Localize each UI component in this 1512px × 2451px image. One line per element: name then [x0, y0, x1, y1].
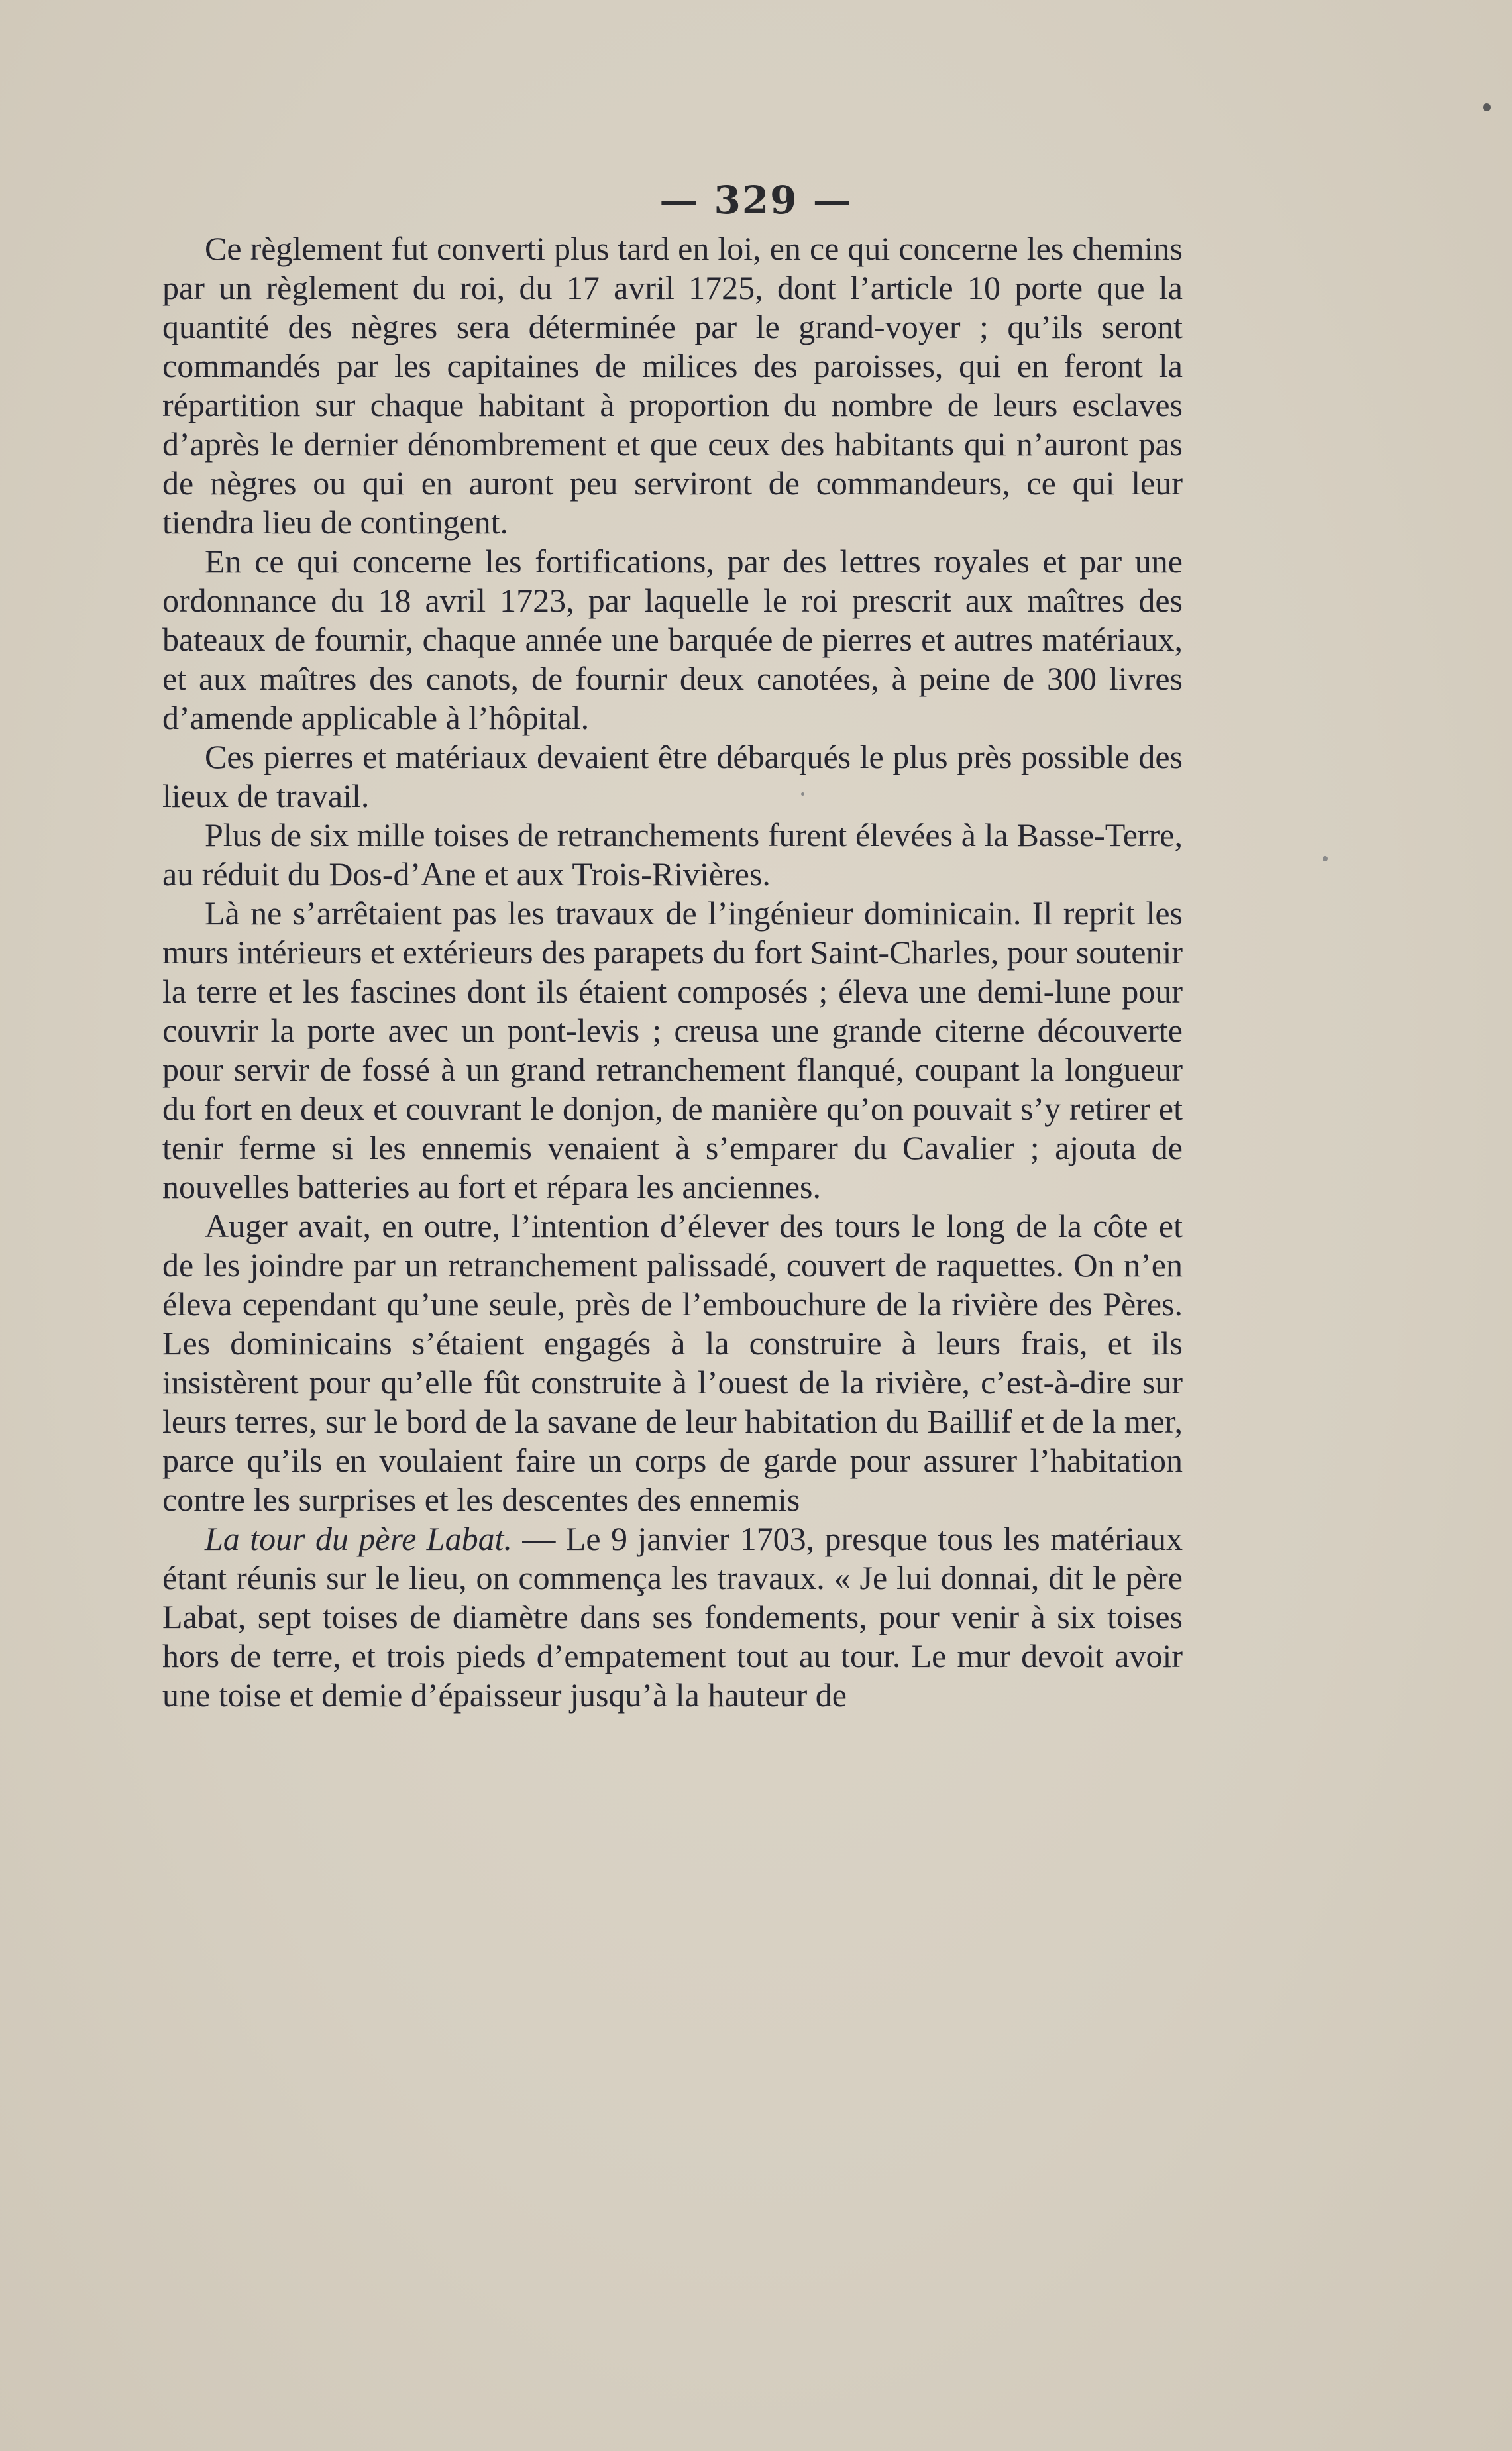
paragraph-reglement-chemins: Ce règlement fut converti plus tard en loi, en ce qui concerne les chemins par un règlement du roi, du 17 avril 1725, dont l’article 10 porte que la quantité des nègres sera déterminée par le grand-voyer ; qu’ils seront commandés par les capitaines de milices des paroisses, qui en feront la répartition sur chaque habitant à proportion du nombre de leurs esclaves d’après le dernier dénombrement et que ceux des habitants qui n’auront pas de nègres ou qui en auront peu serviront de commandeurs, ce qui leur tiendra lieu de contingent. — [162, 230, 1183, 541]
ink-speck — [801, 792, 804, 796]
paragraph-pierres-materiaux: Ces pierres et matériaux devaient être débarqués le plus près possible des lieux de travail. — [162, 738, 1183, 814]
paragraph-auger-tours: Auger avait, en outre, l’intention d’élever des tours le long de la côte et de les joindre par un retranchement palissadé, couvert de raquettes. On n’en éleva cependant qu’une seule, près de l’embouchure de la rivière des Pères. Les dominicains s’étaient engagés à la construire à leurs frais, et ils insistèrent pour qu’elle fût construite à l’ouest de la rivière, c’est-à-dire sur leurs terres, sur le bord de la savane de leur habitation du Baillif et de la mer, parce qu’ils en voulaient faire un corps de garde pour assurer l’habitation contre les surprises et les descentes des ennemis — [162, 1207, 1183, 1518]
body-text — [162, 229, 1183, 1715]
ink-speck — [1323, 856, 1328, 861]
paragraph-tour-pere-labat — [162, 1519, 1183, 1715]
page-number: — 329 — — [659, 178, 853, 223]
ink-speck — [1483, 103, 1491, 111]
paragraph-travaux-ingenieur: Là ne s’arrêtaient pas les travaux de l’ingénieur dominicain. Il reprit les murs intérieurs et extérieurs des parapets du fort Saint-Charles, pour soutenir la terre et les fascines dont ils étaient composés ; éleva une demi-lune pour couvrir la porte avec un pont-levis ; creusa une grande citerne découverte pour servir de fossé à un grand retranchement flanqué, coupant la longueur du fort en deux et couvrant le donjon, de manière qu’on pouvait s’y retirer et tenir ferme si les ennemis venaient à s’emparer du Cavalier ; ajouta de nouvelles batteries au fort et répara les anciennes. — [162, 895, 1183, 1205]
paragraph-retranchements: Plus de six mille toises de retranchements furent élevées à la Basse-Terre, au réduit du Dos-d’Ane et aux Trois-Rivières. — [162, 816, 1183, 893]
paragraph-tour-pere-labat-text: — Le 9 janvier 1703, presque tous les matériaux étant réunis sur le lieu, on commença les travaux. « Je lui donnai, dit le père Labat, sept toises de diamètre dans ses fondements, pour venir à six toises hors de terre, et trois pieds d’empatement tout au tour. Le mur devoit avoir une toise et demie d’épaisseur jusqu’à la hauteur de — [162, 1520, 1183, 1714]
paragraph-fortifications: En ce qui concerne les fortifications, par des lettres royales et par une ordonnance du 18 avril 1723, par laquelle le roi prescrit aux maîtres des bateaux de fournir, chaque année une barquée de pierres et autres matériaux, et aux maîtres des canots, de fournir deux canotées, à peine de 300 livres d’amende applicable à l’hôpital. — [162, 543, 1183, 736]
section-heading-tour-pere-labat: La tour du père Labat. — [205, 1520, 512, 1557]
